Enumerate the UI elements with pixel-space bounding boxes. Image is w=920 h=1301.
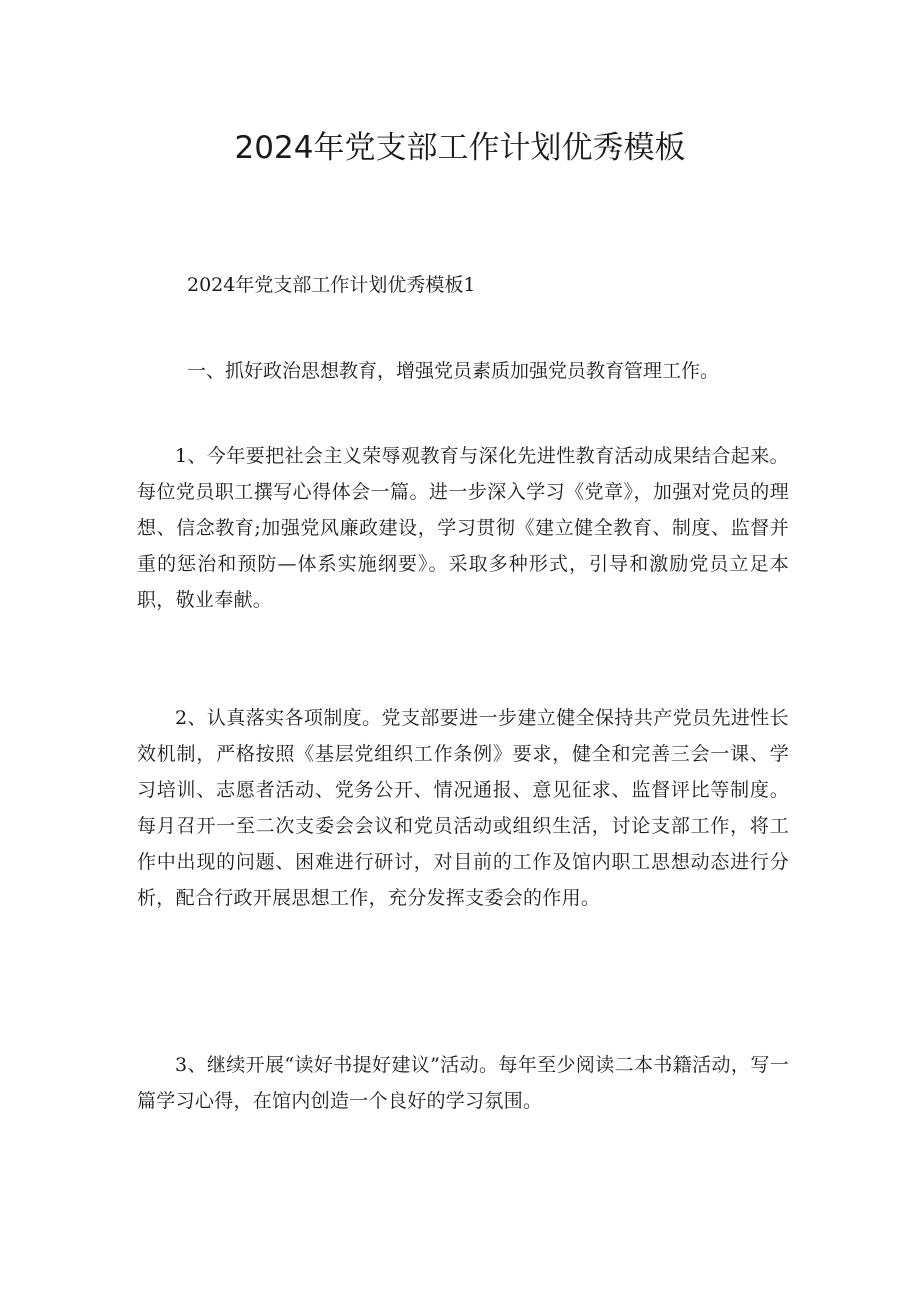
paragraph-2: 2、认真落实各项制度。党支部要进一步建立健全保持共产党员先进性长效机制，严格按照《基层党组织工作条例》要求，健全和完善三会一课、学习培训、志愿者活动、党务公开、情况通报、意见征求、监督评比等制度。每月召开一至二次支委会会议和党员活动或组织生活，讨论支部工作，将工作中出现的问题、困难进行研讨，对目前的工作及馆内职工思想动态进行分析，配合行政开展思想工作，充分发挥支委会的作用。 [137,707,789,909]
document-title: 2024年党支部工作计划优秀模板 [234,130,686,166]
paragraph-1: 1、今年要把社会主义荣辱观教育与深化先进性教育活动成果结合起来。每位党员职工撰写心得体会一篇。进一步深入学习《党章》，加强对党员的理想、信念教育;加强党风廉政建设，学习贯彻《建立健全教育、制度、监督并重的惩治和预防—体系实施纲要》。采取多种形式，引导和激励党员立足本职，敬业奉献。 [137,445,789,611]
heading-one: 一、抓好政治思想教育，增强党员素质加强党员教育管理工作。 [187,360,720,382]
section-subtitle: 2024年党支部工作计划优秀模板1 [187,274,476,296]
paragraph-3: 3、继续开展“读好书提好建议”活动。每年至少阅读二本书籍活动，写一篇学习心得，在馆内创造一个良好的学习氛围。 [137,1054,789,1112]
